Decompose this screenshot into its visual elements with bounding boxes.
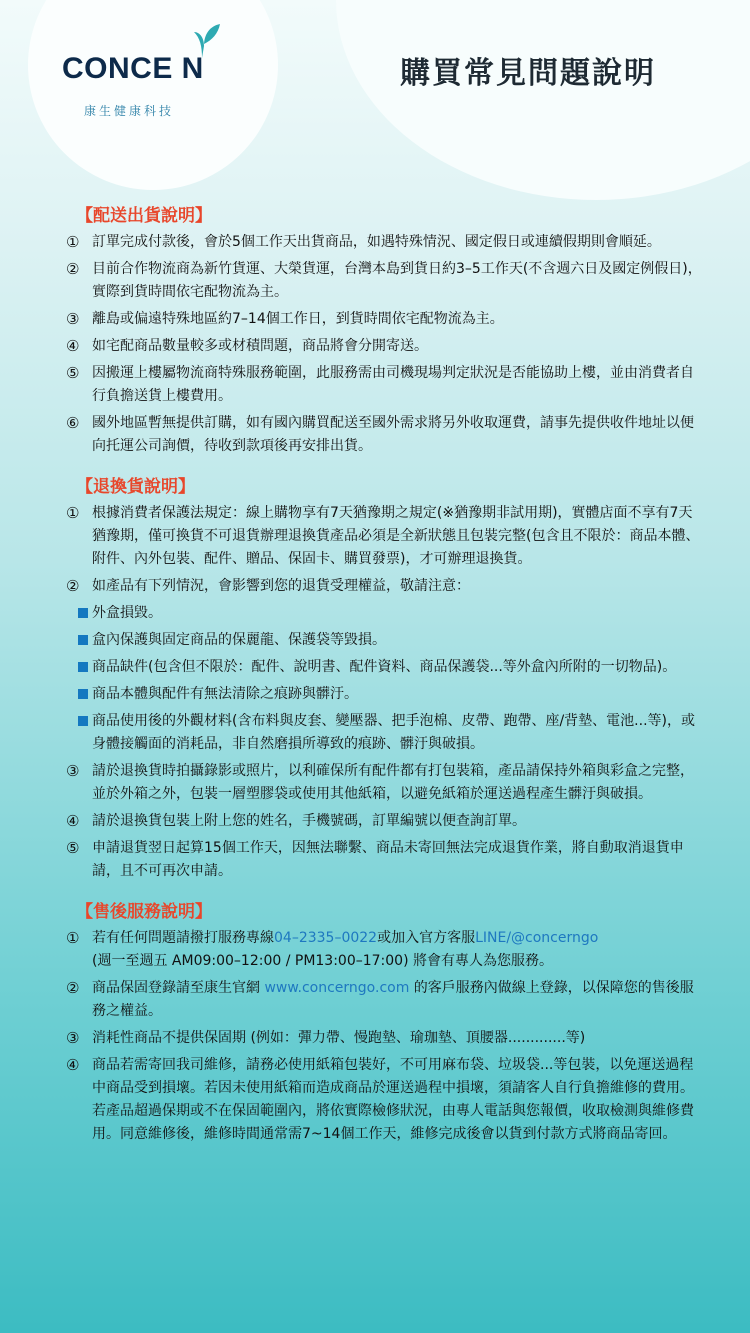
item-text: 商品若需寄回我司維修，請務必使用紙箱包裝好，不可用麻布袋、垃圾袋...等包裝，以免運送過程中商品受到損壞。若因未使用紙箱而造成商品於運送過程中損壞，須請客人自行負擔維修的費用。若產品超過保期或不在保固範圍內，將依實際檢修狀況，由專人電話與您報價，收取檢測與維修費用。同意維修後，維修時間通常需7~14個工作天，維修完成後會以貨到付款方式將商品寄回。	[92, 1057, 694, 1142]
item-text: 離島或偏遠特殊地區約7–14個工作日，到貨時間依宅配物流為主。	[92, 311, 504, 327]
item-number: ③	[66, 310, 80, 328]
item-text: 國外地區暫無提供訂購，如有國內購買配送至國外需求將另外收取運費，請事先提供收件地址以便向托運公司詢價，待收到款項後再安排出貨。	[92, 415, 694, 454]
section-returns	[66, 474, 706, 883]
line-account[interactable]: LINE/@concerngo	[475, 930, 599, 946]
square-bullet-icon	[78, 635, 88, 645]
item-text: 請於退換貨包裝上附上您的姓名，手機號碼，訂單編號以便查詢訂單。	[92, 813, 526, 829]
list-item	[66, 1027, 706, 1050]
bullet-text: 商品使用後的外觀材料(含布料與皮套、變壓器、把手泡棉、皮帶、跑帶、座/背墊、電池...等)，或身體接觸面的消耗品，非自然磨損所導致的痕跡、髒汙與破損。	[92, 713, 695, 752]
item-number: ③	[66, 762, 80, 780]
item-text	[92, 927, 706, 973]
section-shipping	[66, 203, 706, 458]
faq-content	[66, 203, 706, 1162]
item-number: ⑤	[66, 839, 80, 857]
item-text: 如宅配商品數量較多或材積問題，商品將會分開寄送。	[92, 338, 428, 354]
item-text: 根據消費者保護法規定：線上購物享有7天猶豫期之規定(※猶豫期非試用期)，實體店面不享有7天猶豫期，僅可換貨不可退貨辦理退換貨產品必須是全新狀態且包裝完整(包含且不限於：商品本體、附件、內外包裝、配件、贈品、保固卡、購買發票)，才可辦理退換貨。	[92, 505, 700, 567]
bullet-item	[66, 710, 706, 756]
list-item	[66, 412, 706, 458]
list-item	[66, 335, 706, 358]
item-text: 訂單完成付款後，會於5個工作天出貨商品，如遇特殊情況、國定假日或連續假期則會順延。	[92, 234, 661, 250]
website-link[interactable]: www.concerngo.com	[264, 980, 410, 996]
list-item	[66, 977, 706, 1023]
text-fragment: 若有任何問題請撥打服務專線	[92, 930, 274, 946]
item-number: ②	[66, 260, 80, 278]
text-fragment: 商品保固登錄請至康生官網	[92, 980, 265, 996]
item-number: ③	[66, 1029, 80, 1047]
bullet-text: 商品缺件(包含但不限於：配件、說明書、配件資料、商品保護袋...等外盒內所附的一切物品)。	[92, 659, 677, 675]
list-item	[66, 362, 706, 408]
item-number: ④	[66, 812, 80, 830]
bullet-item	[66, 683, 706, 706]
item-number: ④	[66, 1056, 80, 1074]
item-text: 如產品有下列情況，會影響到您的退貨受理權益，敬請注意：	[92, 578, 470, 594]
item-number: ②	[66, 979, 80, 997]
list-item	[66, 810, 706, 833]
item-number: ①	[66, 504, 80, 522]
section-title: 【退換貨說明】	[76, 477, 195, 497]
bullet-item	[66, 602, 706, 625]
list-item	[66, 1054, 706, 1146]
text-fragment: 的客戶服務內做線上登錄，以保障您的售後服務之權益。	[92, 980, 694, 1019]
item-number: ①	[66, 233, 80, 251]
list-item	[66, 258, 706, 304]
square-bullet-icon	[78, 716, 88, 726]
brand-logo	[62, 22, 242, 132]
section-title: 【售後服務說明】	[76, 902, 212, 922]
list-item	[66, 927, 706, 973]
list-item	[66, 231, 706, 254]
bullet-text: 盒內保護與固定商品的保麗龍、保護袋等毀損。	[92, 632, 386, 648]
section-after-sales	[66, 899, 706, 1146]
list-item	[66, 308, 706, 331]
header-bubble-right	[336, 0, 750, 200]
item-number: ④	[66, 337, 80, 355]
logo-wordmark: CONCE N	[62, 52, 204, 85]
square-bullet-icon	[78, 662, 88, 672]
section-title: 【配送出貨說明】	[76, 206, 212, 226]
item-text: 請於退換貨時拍攝錄影或照片，以利確保所有配件都有打包裝箱，產品請保持外箱與彩盒之完整，並於外箱之外，包裝一層塑膠袋或使用其他紙箱，以避免紙箱於運送過程產生髒汙與破損。	[92, 763, 694, 802]
bullet-text: 商品本體與配件有無法清除之痕跡與髒汙。	[92, 686, 358, 702]
item-number: ②	[66, 577, 80, 595]
item-number: ①	[66, 929, 80, 947]
square-bullet-icon	[78, 608, 88, 618]
text-fragment: (週一至週五 AM09:00–12:00 / PM13:00–17:00) 將會有專人為您服務。	[92, 953, 554, 969]
item-text	[92, 977, 706, 1023]
item-text: 消耗性商品不提供保固期 (例如：彈力帶、慢跑墊、瑜珈墊、頂腰器.............等)	[92, 1030, 586, 1046]
list-item	[66, 760, 706, 806]
item-text: 目前合作物流商為新竹貨運、大榮貨運，台灣本島到貨日約3–5工作天(不含週六日及國定例假日)，實際到貨時間依宅配物流為主。	[92, 261, 702, 300]
item-number: ⑥	[66, 414, 80, 432]
item-text: 申請退貨翌日起算15個工作天，因無法聯繫、商品未寄回無法完成退貨作業，將自動取消退貨申請，且不可再次申請。	[92, 840, 684, 879]
list-item	[66, 837, 706, 883]
logo-subtitle: 康生健康科技	[84, 104, 175, 118]
page-title: 購買常見問題說明	[400, 56, 656, 91]
item-number: ⑤	[66, 364, 80, 382]
item-text: 因搬運上樓屬物流商特殊服務範圍，此服務需由司機現場判定狀況是否能協助上樓，並由消費者自行負擔送貨上樓費用。	[92, 365, 694, 404]
text-fragment: 或加入官方客服	[377, 930, 476, 946]
bullet-item	[66, 629, 706, 652]
list-item	[66, 575, 706, 598]
list-item	[66, 502, 706, 571]
bullet-item	[66, 656, 706, 679]
service-phone[interactable]: 04–2335–0022	[274, 930, 378, 946]
square-bullet-icon	[78, 689, 88, 699]
bullet-text: 外盒損毀。	[92, 605, 162, 621]
